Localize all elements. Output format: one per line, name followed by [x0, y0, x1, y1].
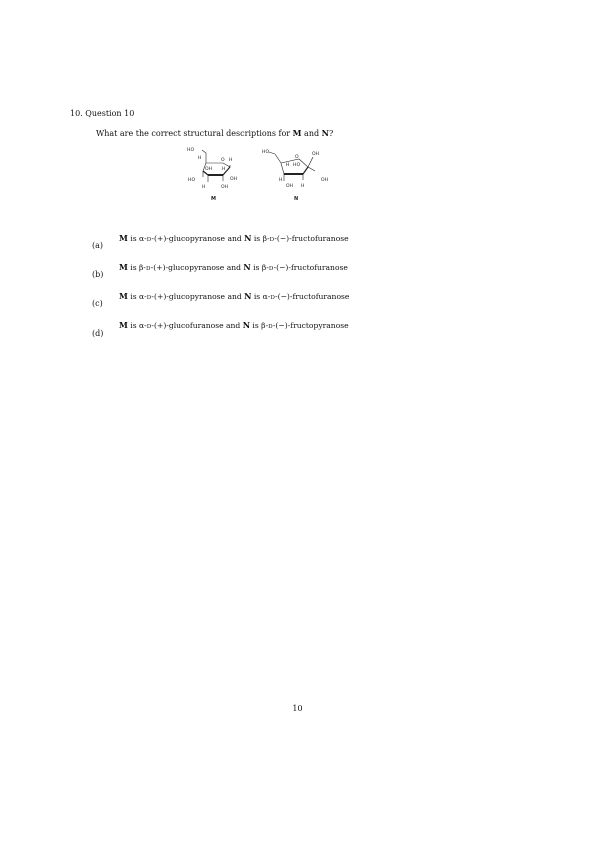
option-n-rotation: (−): [277, 292, 290, 301]
option-n-rotation: (−): [276, 234, 290, 243]
option-n: N: [243, 262, 251, 272]
option-m-anomer: β: [139, 263, 144, 272]
n-atom-label: H: [286, 163, 290, 168]
option-m-config: D: [145, 266, 151, 272]
option-m-sugar: glucofuranose: [168, 321, 224, 330]
option-n-sugar: fructofuranose: [291, 234, 349, 243]
n-atom-label: H: [279, 178, 283, 183]
option-text: M is β-D-(+)-glucopyranose and N is β-D-(−)-fructofuranose: [119, 262, 348, 272]
question-title: Question 10: [85, 109, 135, 118]
option-m-sugar: glucopyranose: [168, 292, 226, 301]
option-m-sugar: glucopyranose: [168, 234, 226, 243]
option-text: M is α-D-(+)-glucopyranose and N is β-D-(−)-fructofuranose: [119, 233, 349, 243]
stem-n: N: [321, 128, 329, 138]
option-n-config: D: [269, 237, 275, 243]
n-atom-label: OH: [321, 178, 329, 183]
n-atom-label: O: [295, 155, 299, 160]
m-atom-label: OH: [230, 177, 238, 182]
option-m-rotation: (+): [154, 234, 167, 243]
option-m-rotation: (+): [153, 263, 166, 272]
option-n: N: [244, 291, 252, 301]
n-atom-label: OH: [312, 152, 320, 157]
option-n-config: D: [268, 266, 274, 272]
structures-figure: [180, 145, 360, 207]
structure-m: [202, 150, 233, 182]
n-atom-label: OH: [286, 184, 294, 189]
stem-and: and: [301, 129, 322, 138]
m-atom-label: H: [198, 156, 202, 161]
option-m-anomer: α: [139, 321, 145, 330]
option-m: M: [119, 233, 128, 243]
n-atom-label: HO: [262, 150, 270, 155]
structure-n: [269, 152, 315, 181]
option-m-anomer: α: [139, 292, 145, 301]
option-text: M is α-D-(+)-glucopyranose and N is α-D-(−)-fructofuranose: [119, 291, 350, 301]
option-m: M: [119, 320, 128, 330]
option-label: (a): [92, 241, 104, 250]
haworth-structures: [180, 145, 360, 207]
option-label: (c): [92, 299, 103, 308]
option-n-anomer: β: [262, 234, 268, 243]
option-n-anomer: β: [261, 321, 266, 330]
structure-n-labels: [262, 149, 328, 202]
structure-n-label: N: [294, 196, 299, 202]
option-is: is: [127, 292, 140, 301]
n-atom-label: HO: [293, 163, 301, 168]
option-is: is: [251, 234, 263, 243]
option-n: N: [244, 233, 252, 243]
option-n-anomer: β: [261, 263, 267, 272]
question-number: 10.: [70, 109, 83, 118]
option-is: is: [127, 321, 140, 330]
option-n-sugar: fructopyranose: [290, 321, 349, 330]
option-n-config: D: [270, 295, 276, 301]
m-atom-label: HO: [187, 148, 195, 153]
n-atom-label: H: [301, 184, 305, 189]
option-n: N: [242, 320, 251, 330]
option-m-config: D: [146, 295, 152, 301]
m-atom-label: O: [221, 158, 225, 163]
option-m: M: [119, 262, 128, 272]
option-m-rotation: (+): [154, 321, 167, 330]
option-is: is: [251, 292, 263, 301]
option-label: (b): [92, 270, 104, 279]
page-number: 10: [292, 704, 303, 713]
option-n-config: D: [268, 324, 273, 330]
stem-text: What are the correct structural descriptions for: [96, 129, 293, 138]
m-atom-label: H: [202, 185, 206, 190]
option-is: is: [127, 234, 140, 243]
option-text: M is α-D-(+)-glucofuranose and N is β-D-(−)-fructopyranose: [119, 320, 349, 330]
option-and: and: [224, 263, 244, 272]
option-m-config: D: [146, 237, 152, 243]
option-m: M: [119, 291, 128, 301]
option-n-sugar: fructofuranose: [290, 263, 348, 272]
option-n-rotation: (−): [276, 263, 289, 272]
m-atom-label: OH: [205, 167, 213, 172]
option-is: is: [127, 263, 140, 272]
stem-m: M: [292, 128, 302, 138]
option-and: and: [225, 292, 245, 301]
stem-suffix: ?: [328, 129, 334, 138]
m-atom-label: OH: [221, 185, 229, 190]
option-n-sugar: fructofuranose: [292, 292, 350, 301]
option-m-sugar: glucopyranose: [168, 263, 225, 272]
m-atom-label: H: [229, 158, 233, 163]
option-is: is: [250, 263, 262, 272]
option-and: and: [223, 321, 243, 330]
m-atom-label: H: [222, 167, 226, 172]
option-m-config: D: [146, 324, 152, 330]
option-n-anomer: α: [262, 292, 268, 301]
option-is: is: [250, 321, 262, 330]
option-and: and: [225, 234, 245, 243]
option-n-rotation: (−): [275, 321, 288, 330]
option-m-rotation: (+): [154, 292, 167, 301]
m-atom-label: HO: [188, 178, 196, 183]
structure-m-label: M: [211, 196, 216, 202]
option-label: (d): [92, 329, 104, 338]
question-stem: [96, 128, 333, 138]
question-heading: [70, 109, 134, 118]
option-m-anomer: α: [139, 234, 145, 243]
